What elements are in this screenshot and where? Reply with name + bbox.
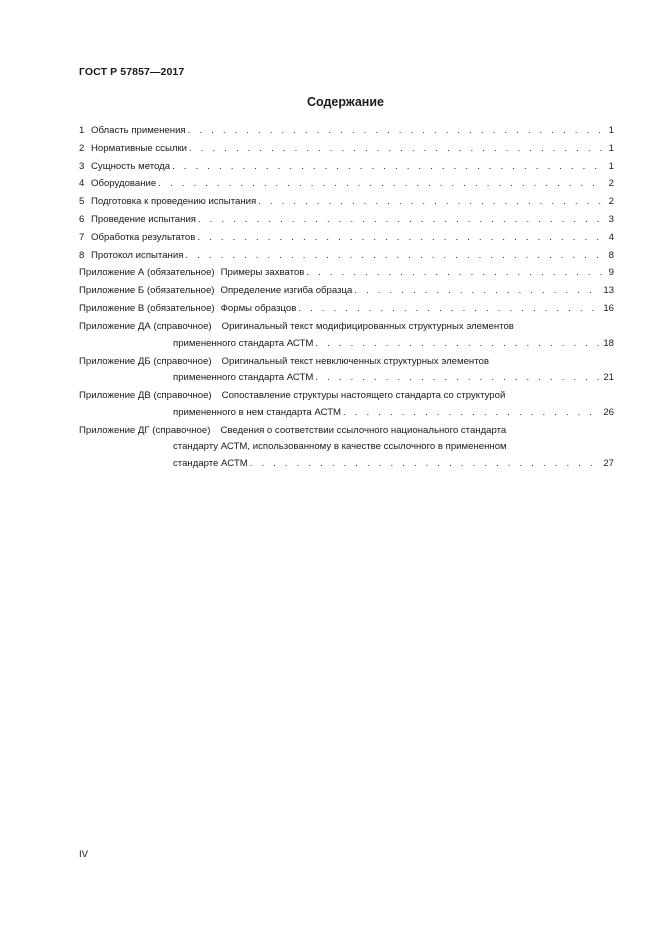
dot-leader <box>172 158 603 176</box>
toc-entry-number: 3 <box>79 160 85 172</box>
toc-entry-label: Сущность метода <box>91 160 171 172</box>
annex-title-line1: Сопоставление структуры настоящего стандарта со структурой <box>221 390 506 402</box>
dot-leader <box>298 300 600 318</box>
toc-annex-entry[interactable] <box>79 282 614 300</box>
toc-annex-entry[interactable] <box>79 264 614 282</box>
toc-entry-page: 4 <box>608 231 614 243</box>
annex-head-line <box>79 388 614 405</box>
toc-entry-page: 1 <box>608 125 614 136</box>
annex-head-line <box>79 319 614 336</box>
dot-leader <box>258 193 603 211</box>
annex-designation: Приложение А (обязательное) <box>79 267 215 279</box>
dot-leader <box>185 247 603 265</box>
dot-leader <box>197 229 603 247</box>
dot-leader <box>198 211 603 229</box>
toc-entry-page: 2 <box>608 178 614 190</box>
annex-continuation-line <box>79 439 614 456</box>
toc-entry-page: 8 <box>608 249 614 261</box>
toc-title: Содержание <box>306 95 384 109</box>
toc-entry-page: 21 <box>603 372 614 384</box>
annex-title-line2: стандарту АСТМ, использованному в качестве ссылочного в примененном <box>173 441 507 453</box>
annex-title-line1: Оригинальный текст невключенных структурных элементов <box>221 355 489 367</box>
annex-title-line3: стандарте АСТМ <box>173 458 248 470</box>
toc-annex-entry[interactable] <box>79 319 614 352</box>
annex-designation: Приложение ДГ (справочное) <box>79 424 211 436</box>
annex-designation: Приложение ДВ (справочное) <box>79 390 212 402</box>
annex-continuation-line <box>79 336 614 353</box>
dot-leader <box>315 370 600 387</box>
toc-entry-page: 3 <box>608 213 614 225</box>
toc-entry-label: Нормативные ссылки <box>91 142 188 154</box>
dot-leader <box>189 140 603 158</box>
annex-title: Определение изгиба образца <box>220 285 353 297</box>
toc-entry-page: 13 <box>603 285 614 297</box>
toc-annex-entry[interactable] <box>79 300 614 318</box>
annex-designation: Приложение ДБ (справочное) <box>79 355 212 367</box>
toc-entry[interactable] <box>79 158 614 176</box>
toc-entry-page: 27 <box>603 458 614 470</box>
table-of-contents <box>79 122 614 473</box>
toc-entry-number: 5 <box>79 196 85 208</box>
toc-entry[interactable] <box>79 175 614 193</box>
annex-designation: Приложение В (обязательное) <box>79 302 215 314</box>
annex-title-line2: примененного стандарта АСТМ <box>173 337 314 349</box>
toc-entry[interactable] <box>79 229 614 247</box>
toc-entry-label: Протокол испытания <box>91 249 184 261</box>
toc-entry-page: 26 <box>603 406 614 418</box>
annex-title: Формы образцов <box>220 302 297 314</box>
document-code: ГОСТ Р 57857—2017 <box>79 66 185 78</box>
toc-entry-label: Оборудование <box>91 178 157 190</box>
toc-entry-number: 7 <box>79 231 85 243</box>
toc-entry[interactable] <box>79 193 614 211</box>
toc-entry-number: 6 <box>79 213 85 225</box>
dot-leader <box>306 264 603 282</box>
toc-entry-page: 1 <box>608 160 614 172</box>
toc-entry-label: Обработка результатов <box>91 231 196 243</box>
annex-head-line <box>79 423 614 440</box>
annex-title-line2: примененного в нем стандарта АСТМ <box>173 406 342 418</box>
dot-leader <box>354 282 600 300</box>
page-number: IV <box>79 849 89 860</box>
annex-head-line <box>79 354 614 371</box>
annex-continuation-line <box>79 405 614 422</box>
toc-entry-label: Область применения <box>91 125 186 136</box>
toc-entry-number: 8 <box>79 249 85 261</box>
dot-leader <box>315 336 600 353</box>
toc-entry-label: Подготовка к проведению испытания <box>91 196 257 208</box>
toc-entry[interactable] <box>79 122 614 140</box>
toc-annex-entry[interactable] <box>79 388 614 421</box>
toc-entry-page: 9 <box>608 267 614 279</box>
toc-annex-entry[interactable] <box>79 423 614 473</box>
dot-leader <box>188 122 603 140</box>
toc-entry-page: 16 <box>603 302 614 314</box>
annex-continuation-line <box>79 456 614 473</box>
dot-leader <box>158 175 603 193</box>
dot-leader <box>343 405 600 422</box>
toc-entry-label: Проведение испытания <box>91 213 196 225</box>
toc-entry-number: 4 <box>79 178 85 190</box>
toc-entry-page: 18 <box>603 337 614 349</box>
annex-designation: Приложение Б (обязательное) <box>79 285 215 297</box>
annex-continuation-line <box>79 370 614 387</box>
toc-entry-page: 1 <box>608 142 614 154</box>
toc-annex-entry[interactable] <box>79 354 614 387</box>
annex-title-line1: Оригинальный текст модифицированных структурных элементов <box>221 321 514 333</box>
toc-entry-page: 2 <box>608 196 614 208</box>
annex-designation: Приложение ДА (справочное) <box>79 321 212 333</box>
annex-title: Примеры захватов <box>220 267 305 279</box>
toc-entry-number: 1 <box>79 125 85 136</box>
toc-entry[interactable] <box>79 211 614 229</box>
toc-entry[interactable] <box>79 140 614 158</box>
toc-entry-number: 2 <box>79 142 85 154</box>
dot-leader <box>250 456 601 473</box>
toc-entry[interactable] <box>79 247 614 265</box>
annex-title-line2: примененного стандарта АСТМ <box>173 372 314 384</box>
annex-title-line1: Сведения о соответствии ссылочного национального стандарта <box>220 424 507 436</box>
